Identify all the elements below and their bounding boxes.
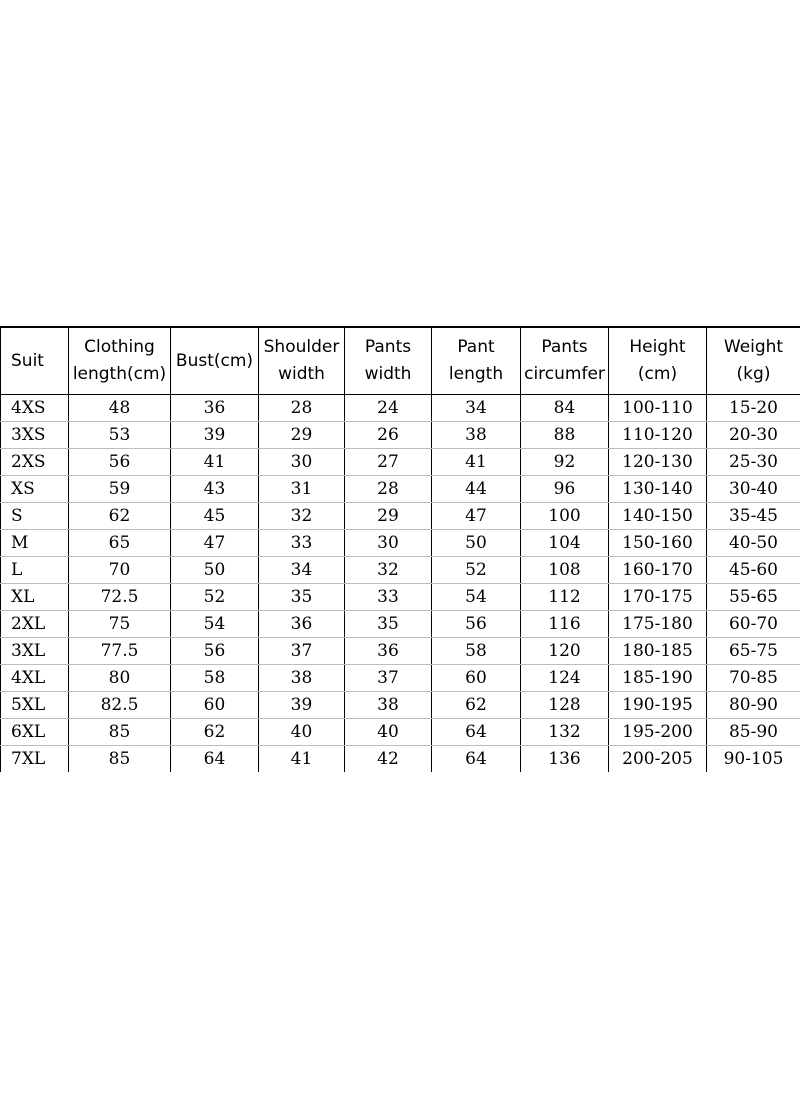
measurement-cell: 77.5 [69, 638, 171, 665]
measurement-cell: 41 [259, 746, 345, 773]
measurement-cell: 136 [521, 746, 609, 773]
measurement-cell: 62 [171, 719, 259, 746]
size-label-cell: 2XL [1, 611, 69, 638]
measurement-cell: 38 [432, 422, 521, 449]
measurement-cell: 44 [432, 476, 521, 503]
measurement-cell: 40 [259, 719, 345, 746]
measurement-cell: 43 [171, 476, 259, 503]
measurement-cell: 62 [69, 503, 171, 530]
table-row [1, 449, 800, 476]
size-chart-body [1, 395, 800, 773]
column-header [345, 327, 432, 395]
column-header [171, 327, 259, 395]
measurement-cell: 88 [521, 422, 609, 449]
measurement-cell: 56 [69, 449, 171, 476]
measurement-cell: 100 [521, 503, 609, 530]
table-row [1, 476, 800, 503]
measurement-cell: 82.5 [69, 692, 171, 719]
size-label-cell: M [1, 530, 69, 557]
size-chart-header [1, 327, 800, 395]
column-header [69, 327, 171, 395]
measurement-cell: 59 [69, 476, 171, 503]
column-header [1, 327, 69, 395]
measurement-cell: 85 [69, 746, 171, 773]
measurement-cell: 47 [432, 503, 521, 530]
measurement-cell: 62 [432, 692, 521, 719]
measurement-cell: 75 [69, 611, 171, 638]
measurement-cell: 25-30 [707, 449, 800, 476]
measurement-cell: 124 [521, 665, 609, 692]
measurement-cell: 160-170 [609, 557, 707, 584]
measurement-cell: 112 [521, 584, 609, 611]
measurement-cell: 200-205 [609, 746, 707, 773]
column-header-line: Shoulder [263, 337, 340, 357]
measurement-cell: 70-85 [707, 665, 800, 692]
measurement-cell: 140-150 [609, 503, 707, 530]
measurement-cell: 132 [521, 719, 609, 746]
measurement-cell: 36 [259, 611, 345, 638]
size-label-cell: 7XL [1, 746, 69, 773]
measurement-cell: 36 [345, 638, 432, 665]
measurement-cell: 116 [521, 611, 609, 638]
measurement-cell: 29 [345, 503, 432, 530]
measurement-cell: 40-50 [707, 530, 800, 557]
column-header-line: Pants [364, 337, 412, 357]
column-header-line: length(cm) [72, 364, 167, 384]
table-row [1, 395, 800, 422]
column-header-line: Height [629, 337, 686, 357]
measurement-cell: 54 [432, 584, 521, 611]
size-label-cell: 4XS [1, 395, 69, 422]
measurement-cell: 130-140 [609, 476, 707, 503]
measurement-cell: 185-190 [609, 665, 707, 692]
size-label-cell: 6XL [1, 719, 69, 746]
measurement-cell: 150-160 [609, 530, 707, 557]
measurement-cell: 39 [259, 692, 345, 719]
measurement-cell: 92 [521, 449, 609, 476]
measurement-cell: 35 [259, 584, 345, 611]
measurement-cell: 28 [345, 476, 432, 503]
measurement-cell: 65 [69, 530, 171, 557]
size-label-cell: 3XL [1, 638, 69, 665]
measurement-cell: 52 [171, 584, 259, 611]
measurement-cell: 60 [171, 692, 259, 719]
column-header-line: Suit [11, 350, 44, 371]
measurement-cell: 20-30 [707, 422, 800, 449]
measurement-cell: 47 [171, 530, 259, 557]
measurement-cell: 64 [432, 746, 521, 773]
measurement-cell: 32 [259, 503, 345, 530]
measurement-cell: 175-180 [609, 611, 707, 638]
measurement-cell: 170-175 [609, 584, 707, 611]
measurement-cell: 41 [432, 449, 521, 476]
column-header [609, 327, 707, 395]
size-label-cell: L [1, 557, 69, 584]
measurement-cell: 24 [345, 395, 432, 422]
measurement-cell: 64 [432, 719, 521, 746]
measurement-cell: 65-75 [707, 638, 800, 665]
measurement-cell: 30 [259, 449, 345, 476]
size-label-cell: XL [1, 584, 69, 611]
measurement-cell: 53 [69, 422, 171, 449]
column-header-line: width [278, 364, 325, 384]
size-label-cell: 5XL [1, 692, 69, 719]
measurement-cell: 31 [259, 476, 345, 503]
measurement-cell: 37 [345, 665, 432, 692]
measurement-cell: 180-185 [609, 638, 707, 665]
measurement-cell: 54 [171, 611, 259, 638]
column-header-line: Pants [541, 337, 588, 357]
measurement-cell: 42 [345, 746, 432, 773]
measurement-cell: 58 [171, 665, 259, 692]
measurement-cell: 30-40 [707, 476, 800, 503]
column-header-line: Bust(cm) [175, 350, 254, 371]
measurement-cell: 50 [432, 530, 521, 557]
measurement-cell: 34 [259, 557, 345, 584]
table-row [1, 746, 800, 773]
table-row [1, 665, 800, 692]
measurement-cell: 33 [345, 584, 432, 611]
size-label-cell: 2XS [1, 449, 69, 476]
size-label-cell: S [1, 503, 69, 530]
measurement-cell: 35-45 [707, 503, 800, 530]
column-header-line: width [364, 364, 412, 384]
measurement-cell: 80-90 [707, 692, 800, 719]
measurement-cell: 80 [69, 665, 171, 692]
column-header-line: (cm) [637, 364, 678, 384]
header-row [1, 327, 800, 395]
measurement-cell: 50 [171, 557, 259, 584]
measurement-cell: 34 [432, 395, 521, 422]
table-row [1, 530, 800, 557]
measurement-cell: 85 [69, 719, 171, 746]
table-row [1, 638, 800, 665]
measurement-cell: 55-65 [707, 584, 800, 611]
column-header-line: Weight [723, 337, 784, 357]
measurement-cell: 104 [521, 530, 609, 557]
table-row [1, 719, 800, 746]
column-header-line: (kg) [736, 364, 771, 384]
table-row [1, 503, 800, 530]
measurement-cell: 128 [521, 692, 609, 719]
measurement-cell: 45 [171, 503, 259, 530]
column-header [259, 327, 345, 395]
measurement-cell: 41 [171, 449, 259, 476]
measurement-cell: 120-130 [609, 449, 707, 476]
measurement-cell: 38 [259, 665, 345, 692]
measurement-cell: 45-60 [707, 557, 800, 584]
measurement-cell: 32 [345, 557, 432, 584]
measurement-cell: 38 [345, 692, 432, 719]
measurement-cell: 35 [345, 611, 432, 638]
measurement-cell: 27 [345, 449, 432, 476]
measurement-cell: 29 [259, 422, 345, 449]
column-header-line: circumfer [524, 364, 605, 384]
measurement-cell: 100-110 [609, 395, 707, 422]
table-row [1, 422, 800, 449]
measurement-cell: 90-105 [707, 746, 800, 773]
measurement-cell: 72.5 [69, 584, 171, 611]
size-label-cell: XS [1, 476, 69, 503]
measurement-cell: 37 [259, 638, 345, 665]
measurement-cell: 70 [69, 557, 171, 584]
measurement-cell: 84 [521, 395, 609, 422]
column-header-line: Pant [457, 337, 495, 357]
size-label-cell: 4XL [1, 665, 69, 692]
measurement-cell: 40 [345, 719, 432, 746]
table-row [1, 692, 800, 719]
column-header [432, 327, 521, 395]
size-label-cell: 3XS [1, 422, 69, 449]
measurement-cell: 96 [521, 476, 609, 503]
measurement-cell: 52 [432, 557, 521, 584]
measurement-cell: 58 [432, 638, 521, 665]
table-row [1, 557, 800, 584]
measurement-cell: 28 [259, 395, 345, 422]
measurement-cell: 64 [171, 746, 259, 773]
table-row [1, 584, 800, 611]
measurement-cell: 15-20 [707, 395, 800, 422]
size-chart-table [0, 326, 800, 772]
column-header-line: length [448, 364, 504, 384]
column-header [521, 327, 609, 395]
column-header-line: Clothing [84, 337, 155, 357]
measurement-cell: 56 [171, 638, 259, 665]
measurement-cell: 195-200 [609, 719, 707, 746]
measurement-cell: 39 [171, 422, 259, 449]
measurement-cell: 48 [69, 395, 171, 422]
measurement-cell: 110-120 [609, 422, 707, 449]
table-row [1, 611, 800, 638]
measurement-cell: 120 [521, 638, 609, 665]
measurement-cell: 56 [432, 611, 521, 638]
measurement-cell: 33 [259, 530, 345, 557]
measurement-cell: 60 [432, 665, 521, 692]
measurement-cell: 60-70 [707, 611, 800, 638]
measurement-cell: 26 [345, 422, 432, 449]
measurement-cell: 108 [521, 557, 609, 584]
column-header [707, 327, 800, 395]
measurement-cell: 30 [345, 530, 432, 557]
measurement-cell: 36 [171, 395, 259, 422]
measurement-cell: 190-195 [609, 692, 707, 719]
measurement-cell: 85-90 [707, 719, 800, 746]
